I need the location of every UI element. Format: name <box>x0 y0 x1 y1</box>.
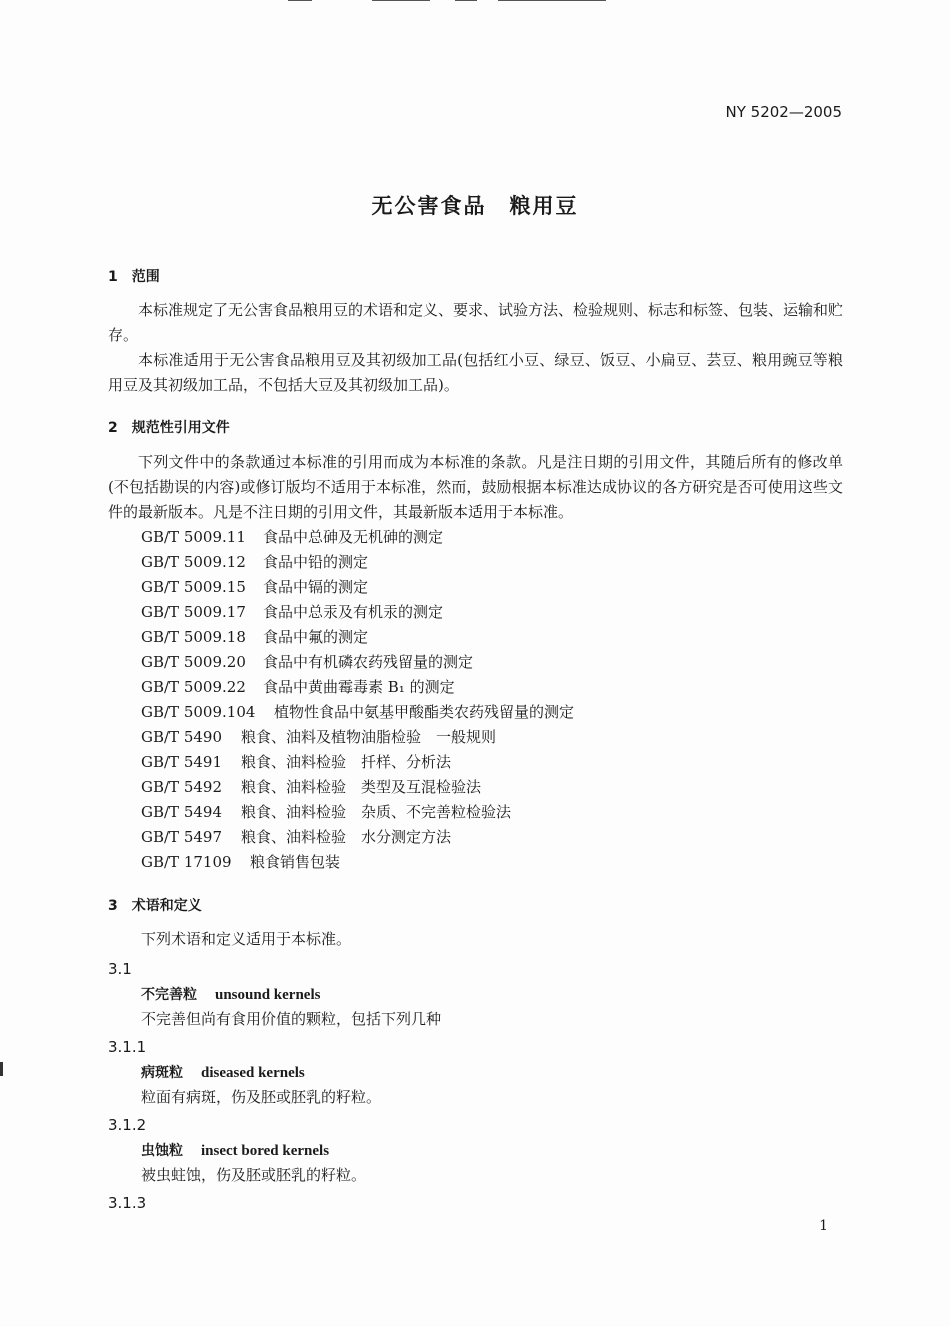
reference-item: GB/T 5494 粮食、油料检验 杂质、不完善粒检验法 <box>141 803 512 821</box>
standard-number: NY 5202—2005 <box>725 103 842 121</box>
reference-item: GB/T 17109 粮食销售包装 <box>141 853 341 871</box>
reference-item: GB/T 5009.22 食品中黄曲霉毒素 B₁ 的测定 <box>141 678 455 696</box>
reference-item: GB/T 5497 粮食、油料检验 水分测定方法 <box>141 828 452 846</box>
term-number: 3.1.1 <box>108 1038 147 1056</box>
reference-item: GB/T 5009.20 食品中有机磷农药残留量的测定 <box>141 653 474 671</box>
reference-item: GB/T 5009.17 食品中总汞及有机汞的测定 <box>141 603 444 621</box>
section-2-heading: 2 规范性引用文件 <box>108 420 230 436</box>
section-1-paragraph-1: 本标准规定了无公害食品粮用豆的术语和定义、要求、试验方法、检验规则、标志和标签、包装、运输和贮存。 <box>108 301 844 344</box>
scan-artifact-line <box>455 0 477 1</box>
term-heading: 病斑粒 diseased kernels <box>141 1065 305 1081</box>
term-number: 3.1.3 <box>108 1194 147 1212</box>
section-2-paragraph: 下列文件中的条款通过本标准的引用而成为本标准的条款。凡是注日期的引用文件，其随后所有的修改单(不包括勘误的内容)或修订版均不适用于本标准，然而，鼓励根据本标准达成协议的各方研究是否可使用这些文件的最新版本。凡是不注日期的引用文件，其最新版本适用于本标准。 <box>108 453 843 521</box>
reference-item: GB/T 5491 粮食、油料检验 扦样、分析法 <box>141 753 452 771</box>
page-title: 无公害食品 粮用豆 <box>371 194 579 218</box>
reference-item: GB/T 5009.18 食品中氟的测定 <box>141 628 369 646</box>
margin-mark <box>0 1062 3 1076</box>
term-heading: 不完善粒 unsound kernels <box>141 987 321 1003</box>
term-heading: 虫蚀粒 insect bored kernels <box>141 1143 330 1159</box>
scan-artifact-line <box>372 0 430 1</box>
section-3-intro: 下列术语和定义适用于本标准。 <box>141 930 352 948</box>
page-number: 1 <box>819 1218 828 1234</box>
reference-item: GB/T 5492 粮食、油料检验 类型及互混检验法 <box>141 778 482 796</box>
reference-item: GB/T 5490 粮食、油料及植物油脂检验 一般规则 <box>141 728 497 746</box>
scan-artifact-line <box>498 0 606 1</box>
term-definition: 被虫蛀蚀，伤及胚或胚乳的籽粒。 <box>141 1166 367 1184</box>
section-3-heading: 3 术语和定义 <box>108 898 202 914</box>
term-number: 3.1.2 <box>108 1116 147 1134</box>
section-1-paragraph-2: 本标准适用于无公害食品粮用豆及其初级加工品(包括红小豆、绿豆、饭豆、小扁豆、芸豆、粮用豌豆等粮用豆及其初级加工品，不包括大豆及其初级加工品)。 <box>108 351 843 394</box>
term-number: 3.1 <box>108 960 132 978</box>
term-definition: 不完善但尚有食用价值的颗粒，包括下列几种 <box>141 1010 442 1028</box>
reference-item: GB/T 5009.104 植物性食品中氨基甲酸酯类农药残留量的测定 <box>141 703 575 721</box>
reference-item: GB/T 5009.15 食品中镉的测定 <box>141 578 369 596</box>
term-definition: 粒面有病斑，伤及胚或胚乳的籽粒。 <box>141 1088 382 1106</box>
section-1-heading: 1 范围 <box>108 269 160 285</box>
scan-artifact-line <box>288 0 312 1</box>
reference-item: GB/T 5009.12 食品中铅的测定 <box>141 553 369 571</box>
reference-item: GB/T 5009.11 食品中总砷及无机砷的测定 <box>141 528 444 546</box>
